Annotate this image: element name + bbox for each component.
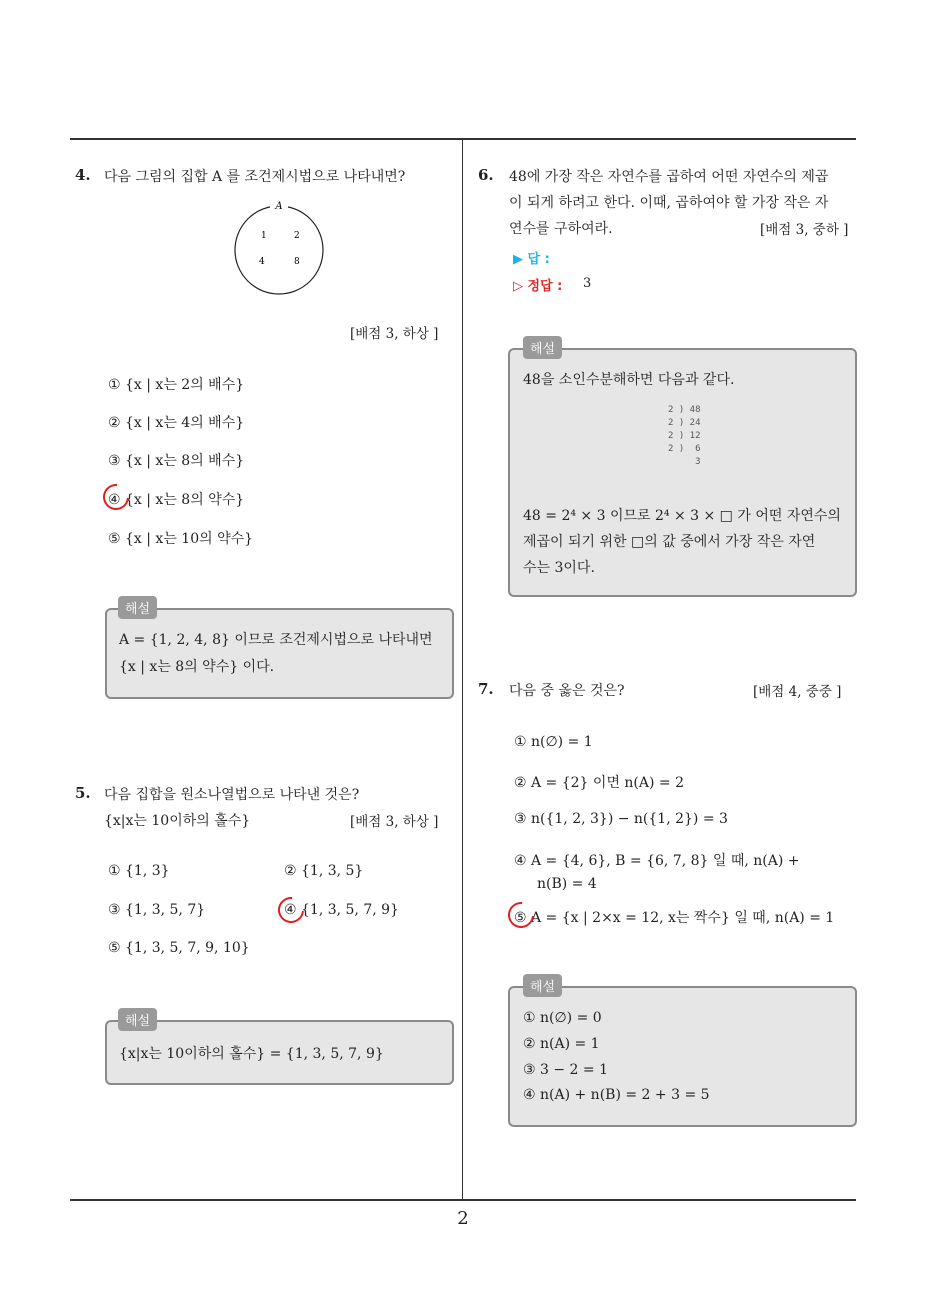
q5-answer-mark bbox=[273, 892, 310, 929]
venn-element-1: 1 bbox=[261, 231, 267, 241]
q4-choice-1[interactable]: ① {x | x는 2의 배수} bbox=[108, 377, 245, 393]
q6-question-line-2: 이 되게 하려고 한다. 이때, 곱하여야 할 가장 작은 자 bbox=[509, 195, 829, 211]
q7-choice-2[interactable]: ② A = {2} 이면 n(A) = 2 bbox=[514, 775, 685, 791]
q6-explain-line-1: 48 = 2⁴ × 3 이므로 2⁴ × 3 × □ 가 어떤 자연수의 bbox=[523, 508, 841, 524]
venn-circle bbox=[235, 206, 323, 294]
q7-explain-line-1: ① n(∅) = 0 bbox=[523, 1010, 602, 1026]
q6-division-figure: 2 ) 48 2 ) 24 2 ) 12 2 ) 6 3 bbox=[668, 405, 701, 467]
q6-explanation-box bbox=[508, 348, 857, 597]
q5-explanation-box bbox=[105, 1020, 454, 1085]
q5-choice-5[interactable]: ⑤ {1, 3, 5, 7, 9, 10} bbox=[108, 940, 250, 956]
q6-number: 6. bbox=[478, 166, 494, 184]
venn-element-8: 8 bbox=[294, 257, 300, 267]
q7-choice-4[interactable]: ④ A = {4, 6}, B = {6, 7, 8} 일 때, n(A) + bbox=[514, 853, 800, 869]
q7-explanation-tag: 해설 bbox=[523, 974, 562, 997]
q4-choice-2[interactable]: ② {x | x는 4의 배수} bbox=[108, 415, 245, 431]
q4-score: [배점 3, 하상 ] bbox=[350, 326, 439, 342]
q4-choice-5[interactable]: ⑤ {x | x는 10의 약수} bbox=[108, 531, 254, 547]
venn-set-label: A bbox=[275, 201, 283, 212]
q5-score: [배점 3, 하상 ] bbox=[350, 814, 439, 830]
q6-explain-line-3: 수는 3이다. bbox=[523, 560, 595, 576]
q6-explanation-tag: 해설 bbox=[523, 336, 562, 359]
q7-choice-4-cont: n(B) = 4 bbox=[537, 876, 597, 892]
q4-venn-diagram bbox=[228, 198, 330, 296]
venn-element-2: 2 bbox=[294, 231, 300, 241]
q7-score: [배점 4, 중중 ] bbox=[753, 684, 842, 700]
q4-choice-3[interactable]: ③ {x | x는 8의 배수} bbox=[108, 453, 245, 469]
q5-choice-3[interactable]: ③ {1, 3, 5, 7} bbox=[108, 902, 206, 918]
venn-element-4: 4 bbox=[259, 257, 265, 267]
q7-explain-line-4: ④ n(A) + n(B) = 2 + 3 = 5 bbox=[523, 1087, 710, 1103]
top-rule bbox=[70, 138, 856, 140]
q6-score: [배점 3, 중하 ] bbox=[760, 222, 849, 238]
q7-choice-1[interactable]: ① n(∅) = 1 bbox=[514, 734, 593, 750]
q5-number: 5. bbox=[75, 784, 91, 802]
q6-answer-label: ▶ 답 : bbox=[513, 252, 550, 267]
q7-choice-3[interactable]: ③ n({1, 2, 3}) − n({1, 2}) = 3 bbox=[514, 811, 728, 827]
page-number: 2 bbox=[457, 1208, 469, 1229]
q4-explanation-tag: 해설 bbox=[118, 596, 157, 619]
q4-number: 4. bbox=[75, 166, 91, 184]
q7-explain-line-2: ② n(A) = 1 bbox=[523, 1036, 600, 1052]
q6-correct-value: 3 bbox=[583, 276, 592, 291]
q4-explain-line-2: {x | x는 8의 약수} 이다. bbox=[119, 659, 275, 675]
q7-answer-mark bbox=[503, 897, 540, 934]
column-divider bbox=[462, 139, 463, 1201]
q7-choice-5[interactable]: ⑤ A = {x | 2×x = 12, x는 짝수} 일 때, n(A) = 1 bbox=[514, 910, 835, 926]
q4-explanation-box bbox=[105, 608, 454, 699]
q6-explain-intro: 48을 소인수분해하면 다음과 같다. bbox=[523, 372, 735, 388]
q7-number: 7. bbox=[478, 680, 494, 698]
q5-choice-2[interactable]: ② {1, 3, 5} bbox=[284, 863, 364, 879]
q5-choice-1[interactable]: ① {1, 3} bbox=[108, 863, 170, 879]
q6-correct-label: ▷ 정답 : bbox=[513, 279, 563, 294]
q7-explain-line-3: ③ 3 − 2 = 1 bbox=[523, 1062, 608, 1078]
q4-question: 다음 그림의 집합 A 를 조건제시법으로 나타내면? bbox=[104, 169, 406, 185]
q5-explanation-tag: 해설 bbox=[118, 1008, 157, 1031]
q6-explain-line-2: 제곱이 되기 위한 □의 값 중에서 가장 작은 자연 bbox=[523, 534, 816, 550]
q5-question: 다음 집합을 원소나열법으로 나타낸 것은? bbox=[104, 787, 360, 803]
q6-question-line-1: 48에 가장 작은 자연수를 곱하여 어떤 자연수의 제곱 bbox=[509, 169, 829, 185]
q5-question-set: {x|x는 10이하의 홀수} bbox=[104, 813, 251, 829]
bottom-rule bbox=[70, 1199, 856, 1201]
q4-answer-mark bbox=[98, 479, 135, 516]
q7-question: 다음 중 옳은 것은? bbox=[509, 683, 625, 699]
q6-question-line-3: 연수를 구하여라. bbox=[509, 221, 613, 237]
q4-choice-4[interactable]: ④ {x | x는 8의 약수} bbox=[108, 492, 245, 508]
q5-choice-4[interactable]: ④ {1, 3, 5, 7, 9} bbox=[284, 902, 399, 918]
q7-explanation-box bbox=[508, 986, 857, 1127]
q4-explain-line-1: A = {1, 2, 4, 8} 이므로 조건제시법으로 나타내면 bbox=[119, 632, 433, 648]
q5-explain-line-1: {x|x는 10이하의 홀수} = {1, 3, 5, 7, 9} bbox=[119, 1046, 384, 1062]
